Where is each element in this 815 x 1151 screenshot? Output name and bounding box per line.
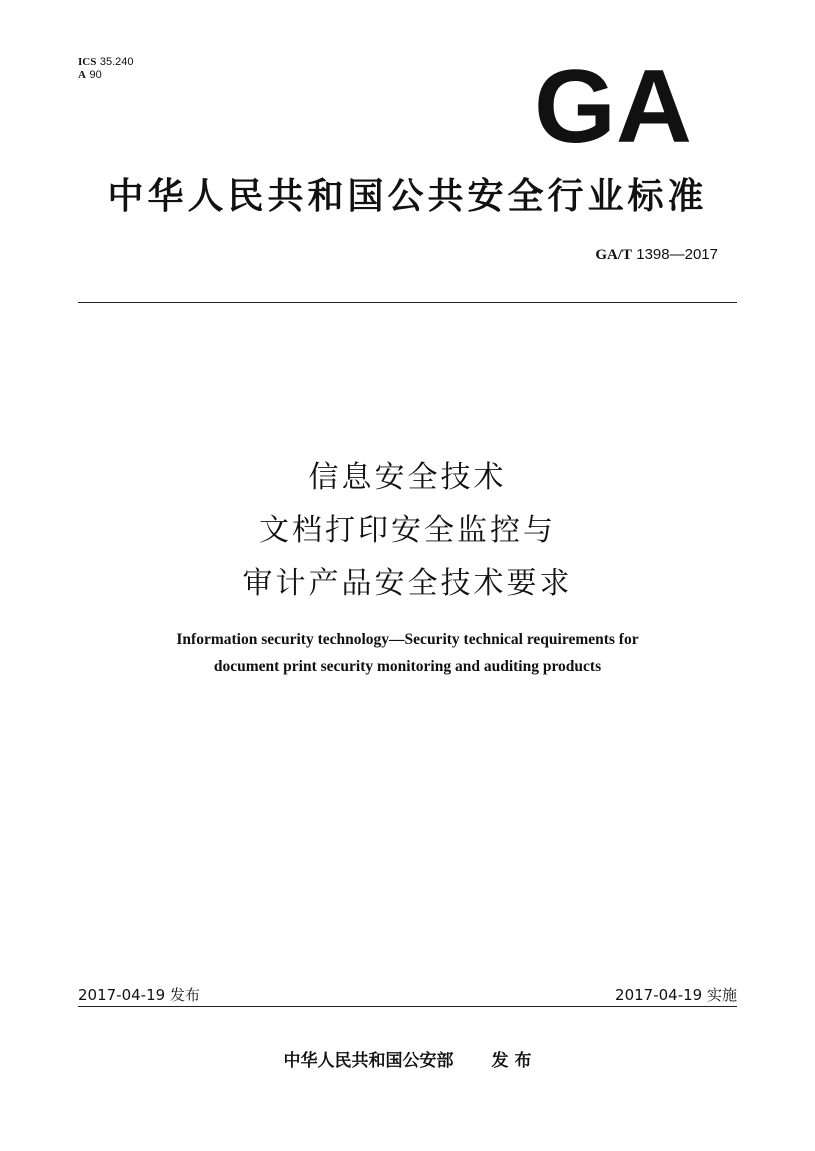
ga-logo (534, 64, 694, 144)
standard-number (595, 246, 718, 264)
ccs-value: 90 (89, 69, 102, 81)
title-en-line-2: document print security monitoring and auditing products (213, 658, 602, 675)
publisher (0, 1046, 815, 1071)
top-divider (78, 302, 737, 303)
issue-date: 2017-04-19 发布 (78, 986, 200, 1004)
implement-date: 2017-04-19 实施 (615, 986, 737, 1004)
publisher-name: 中华人民共和国公安部 (283, 1051, 454, 1071)
ccs-code (78, 68, 102, 82)
title-en-line-1: Information security technology—Security technical requirements for (176, 631, 639, 648)
ga-logo-text: GA (534, 64, 692, 144)
ics-label: ICS (78, 56, 97, 68)
ics-code (78, 55, 134, 69)
publisher-action: 发 布 (491, 1051, 532, 1071)
standard-type: 中华人民共和国公共安全行业标准 (107, 176, 708, 217)
ics-value: 35.240 (99, 56, 134, 68)
title-cn-line-2: 文档打印安全监控与 (259, 513, 556, 548)
title-cn-line-1: 信息安全技术 (308, 460, 507, 495)
bottom-divider (78, 1006, 737, 1007)
title-cn-line-3: 审计产品安全技术要求 (242, 566, 573, 601)
standard-number-value: 1398—2017 (636, 246, 718, 263)
ccs-label: A (78, 69, 86, 81)
standard-number-prefix: GA/T (595, 247, 633, 263)
